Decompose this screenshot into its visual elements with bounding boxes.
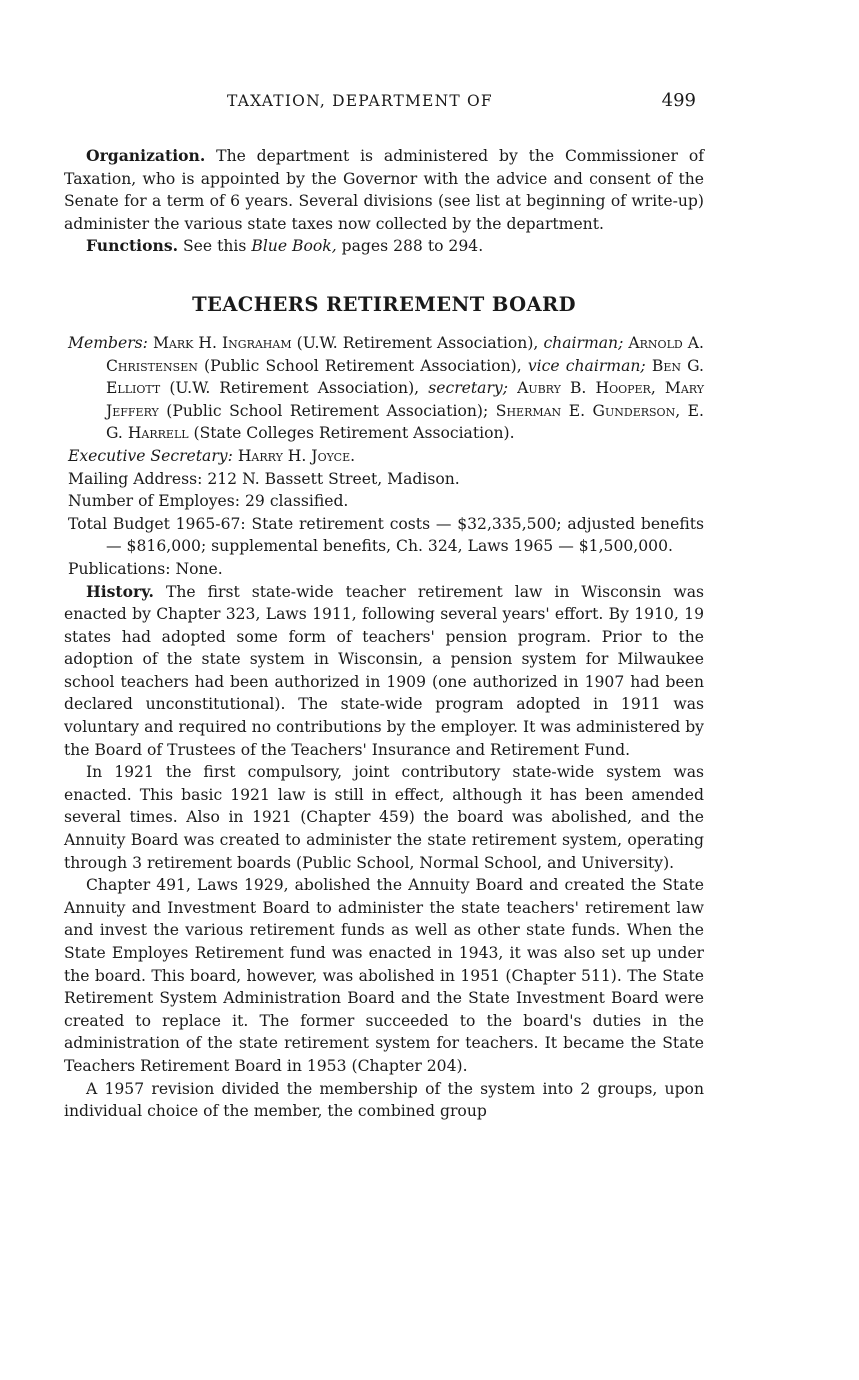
page-number: 499 [661,90,696,111]
employes-label: Number of Employes: [68,492,241,511]
functions-paragraph [64,235,704,258]
executive-secretary-label: Executive Secretary: [68,446,233,465]
board-heading: TEACHERS RETIREMENT BOARD [192,292,576,316]
employes-value: 29 classified. [245,492,349,511]
history-paragraph-1957: A 1957 revision divided the membership of the system into 2 groups, upon individual choice of the member, the combined group [64,1079,704,1121]
page-body [64,145,704,1123]
history-paragraph-1929: Chapter 491, Laws 1929, abolished the Annuity Board and created the State Annuity and Investment Board to administer the state teachers' retirement law and invest the various retirement funds as well as other state funds. When the State Employes Retirement fund was enacted in 1943, it was also set up under the board. This board, however, was abolished in 1951 (Chapter 511). The State Retirement System Administration Board and the State Investment Board were created to replace it. The former succeeded to the board's duties in the administration of the state retirement system for teachers. It became the State Teachers Retirement Board in 1953 (Chapter 204). [64,876,704,1075]
employes-entry [68,490,704,513]
member-role: secretary; [428,379,508,398]
organization-label: Organization. [86,146,206,165]
publications-entry [68,558,704,581]
member-name: Mark H. Ingraham [152,333,292,352]
running-title: TAXATION, DEPARTMENT OF [227,92,493,110]
running-header [64,92,704,116]
member-role: vice chairman; [527,356,646,375]
functions-label: Functions. [86,236,179,256]
member-name: Aubry B. Hooper, Mary Jeffery [106,379,704,420]
history-paragraph-1921: In 1921 the first compulsory, joint contributory state-wide system was enacted. This basic 1921 law is still in effect, although it has been amended several times. Also in 1921 (Chapter 459) the board was abolished, and the Annuity Board was created to administer the state retirement system, operating through 3 retirement boards (Public School, Normal School, and University). [64,763,704,872]
budget-value: State retirement costs — $32,335,500; adjusted benefits — $816,000; supplemental benefits, Ch. 324, Laws 1965 — $1,500,000. [106,514,704,556]
organization-paragraph [64,145,704,235]
member-role: chairman; [543,333,624,352]
history-label: History. [86,581,154,601]
members-entry [68,332,704,445]
member-affiliation: (U.W. Retirement Association), [160,379,429,398]
publications-label: Publications: [68,559,171,578]
history-paragraph [64,581,704,762]
member-affiliation: (U.W. Retirement Association), [291,333,544,352]
mailing-address-value: 212 N. Bassett Street, Madison. [207,469,460,488]
member-name: Arnold A. Christensen [106,333,704,375]
mailing-address-label: Mailing Address: [68,469,203,488]
functions-text-after: pages 288 to 294. [336,237,484,256]
member-name: Ben G. Elliott [106,356,704,398]
executive-secretary-entry [68,445,704,468]
mailing-address-entry [68,468,704,491]
member-affiliation: (Public School Retirement Association), [197,356,528,375]
member-affiliation: (State Colleges Retirement Association). [188,424,515,443]
organization-text: The department is administered by the Commissioner of Taxation, who is appointed by the Governor with the advice and consent of the Senate for a term of 6 years. Several divisions (see list at beginning of write-up) administer the various state taxes now collected by the department. [64,147,704,233]
member-name: Sherman E. Gunderson, E. G. Harrell [106,401,704,443]
functions-text-before: See this [178,237,252,256]
member-affiliation: (Public School Retirement Association); [158,401,496,420]
budget-entry [68,513,704,558]
history-text: The first state-wide teacher retirement law in Wisconsin was enacted by Chapter 323, Laws 1911, following several years' effort. By 1910, 19 states had adopted some form of teachers' pension program. Prior to the adoption of the state system in Wisconsin, a pension system for Milwaukee school teachers had been authorized in 1909 (one authorized in 1907 had been declared unconstitutional). The state-wide program adopted in 1911 was voluntary and required no contributions by the employer. It was administered by the Board of Trustees of the Teachers' Insurance and Retirement Fund. [64,582,704,759]
publications-value: None. [175,559,223,578]
executive-secretary-name: Harry H. Joyce. [237,446,356,465]
members-label: Members: [68,333,148,352]
budget-label: Total Budget 1965-67: [68,514,246,533]
blue-book-title: Blue Book, [251,237,337,256]
